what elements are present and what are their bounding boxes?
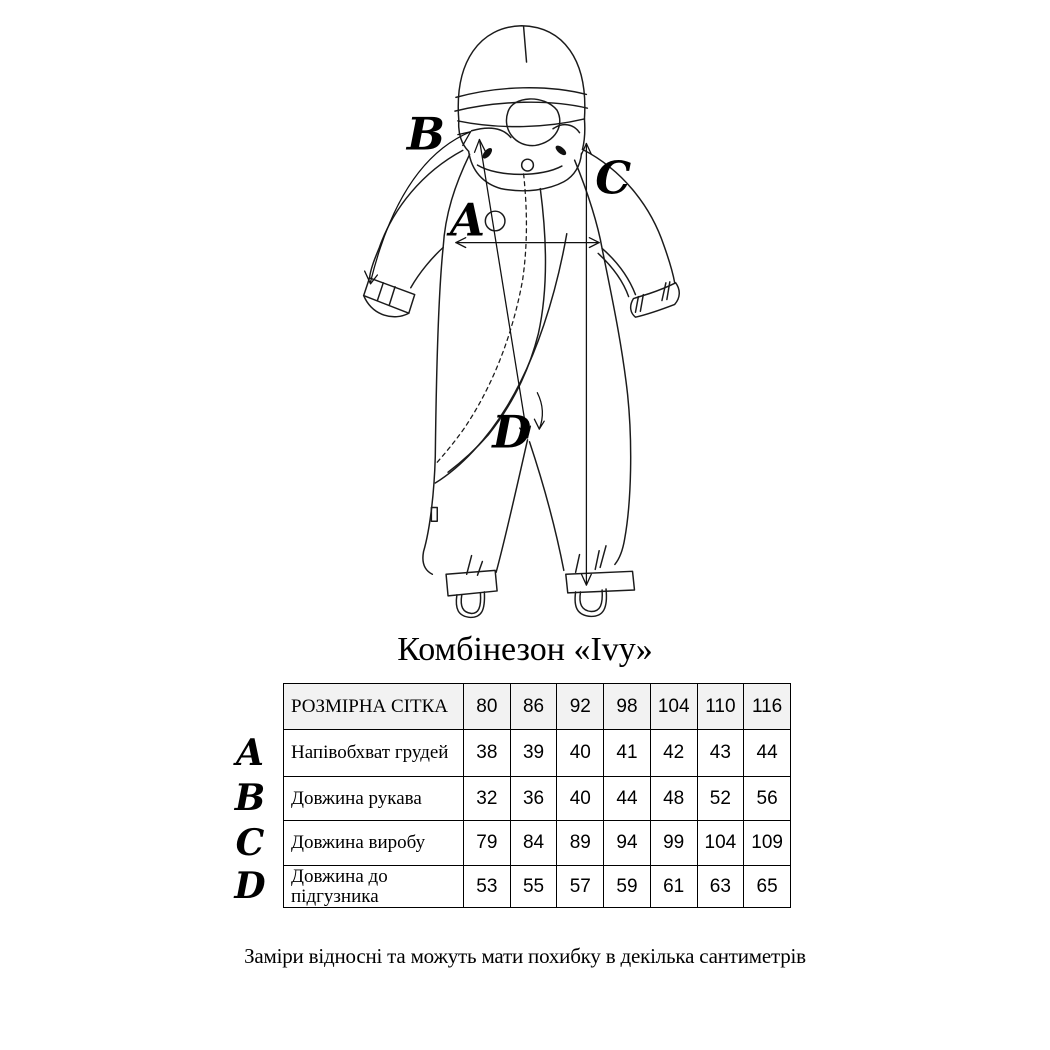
measure-row-a — [284, 730, 791, 777]
measure-label-b: B — [406, 107, 445, 161]
measure-row-label: Довжина виробу — [284, 821, 464, 866]
size-column-header: 116 — [744, 684, 791, 730]
measure-value-cell: 65 — [744, 866, 791, 908]
row-letter-c: C — [235, 821, 265, 864]
hood-right-edge — [582, 119, 584, 149]
left-cuff-hatch-1 — [377, 283, 383, 301]
measure-letters — [405, 107, 631, 458]
size-table-body — [284, 684, 791, 908]
measure-value-cell: 44 — [744, 730, 791, 777]
measure-value-cell: 38 — [464, 730, 511, 777]
row-letter-a: A — [236, 731, 264, 774]
right-cuff-tick-1 — [576, 555, 580, 573]
measure-value-cell: 84 — [510, 821, 557, 866]
measure-value-cell: 63 — [697, 866, 744, 908]
left-foot-loop-inner — [461, 593, 480, 614]
measure-value-cell: 55 — [510, 866, 557, 908]
measure-row-c — [284, 821, 791, 866]
size-grid-label: РОЗМІРНА СІТКА — [284, 684, 464, 730]
measure-row-b — [284, 777, 791, 821]
measure-value-cell: 52 — [697, 777, 744, 821]
left-leg-inner — [496, 440, 527, 572]
left-leg-cuff-band — [446, 570, 497, 596]
measure-value-cell: 43 — [697, 730, 744, 777]
measure-value-cell: 61 — [650, 866, 697, 908]
measure-arrow-d — [475, 140, 531, 438]
row-letter-b: B — [234, 777, 266, 819]
collar-inner-line — [477, 165, 561, 174]
hood-band-2 — [455, 102, 587, 111]
size-column-header: 92 — [557, 684, 604, 730]
measure-value-cell: 32 — [464, 777, 511, 821]
measure-label-d: D — [492, 405, 532, 459]
right-leg-inner — [529, 442, 563, 571]
left-sleeve-inner — [411, 248, 443, 288]
collar-snap-button — [522, 159, 534, 171]
right-cuff-pleat-4 — [640, 295, 643, 312]
measure-value-cell: 109 — [744, 821, 791, 866]
measure-label-a: A — [450, 193, 486, 247]
right-cuff-pleat-2 — [667, 282, 670, 300]
measure-value-cell: 89 — [557, 821, 604, 866]
size-column-header: 104 — [650, 684, 697, 730]
hood-band-1 — [456, 88, 587, 98]
measure-value-cell: 104 — [697, 821, 744, 866]
left-sleeve-outer — [370, 150, 463, 278]
measure-value-cell: 53 — [464, 866, 511, 908]
cord-stopper-right — [554, 144, 568, 157]
right-cuff-tick-3 — [600, 546, 606, 568]
measure-value-cell: 48 — [650, 777, 697, 821]
jumpsuit-diagram — [320, 12, 790, 640]
left-cuff-hatch-2 — [389, 287, 395, 306]
measure-row-d — [284, 866, 791, 908]
measure-value-cell: 99 — [650, 821, 697, 866]
measure-row-label: Напівобхват грудей — [284, 730, 464, 777]
measure-value-cell: 40 — [557, 730, 604, 777]
measure-value-cell: 59 — [604, 866, 651, 908]
right-foot-loop-inner — [580, 590, 602, 612]
right-leg-cuff-band — [566, 571, 635, 593]
measure-label-c: C — [595, 151, 632, 205]
hood-rim — [458, 119, 585, 127]
measure-value-cell: 56 — [744, 777, 791, 821]
left-cuff-tick-1 — [467, 556, 472, 575]
size-column-header: 80 — [464, 684, 511, 730]
measure-value-cell: 40 — [557, 777, 604, 821]
measure-row-label: Довжина рукава — [284, 777, 464, 821]
collar-fold-left — [472, 128, 511, 137]
chest-button — [485, 211, 505, 231]
size-table-header-row — [284, 684, 791, 730]
left-cuff-tick-2 — [477, 562, 482, 576]
measure-value-cell: 42 — [650, 730, 697, 777]
measure-row-label: Довжина до підгузника — [284, 866, 464, 908]
size-column-header: 86 — [510, 684, 557, 730]
measure-value-cell: 57 — [557, 866, 604, 908]
body-right-edge — [575, 160, 631, 564]
measure-value-cell: 79 — [464, 821, 511, 866]
measure-value-cell: 39 — [510, 730, 557, 777]
size-table — [283, 683, 791, 908]
size-column-header: 110 — [697, 684, 744, 730]
right-cuff-tick-2 — [595, 551, 599, 570]
size-column-header: 98 — [604, 684, 651, 730]
page-title: Комбінезон «Ivy» — [397, 631, 653, 668]
measure-value-cell: 36 — [510, 777, 557, 821]
measure-value-cell: 94 — [604, 821, 651, 866]
right-cuff-pleat-1 — [662, 283, 666, 301]
footnote-text: Заміри відносні та можуть мати похибку в декілька сантиметрів — [244, 944, 806, 968]
right-cuff-pleat-3 — [635, 297, 638, 313]
measure-value-cell: 44 — [604, 777, 651, 821]
row-letter-column — [222, 683, 278, 907]
measure-arrow-c — [581, 143, 591, 585]
crotch-pointer-arrow — [534, 393, 544, 429]
hood-top-seam — [524, 27, 527, 62]
row-letter-d: D — [234, 865, 266, 907]
measure-value-cell: 41 — [604, 730, 651, 777]
letter-column-spacer — [222, 683, 278, 729]
hood-face-opening — [506, 99, 559, 146]
